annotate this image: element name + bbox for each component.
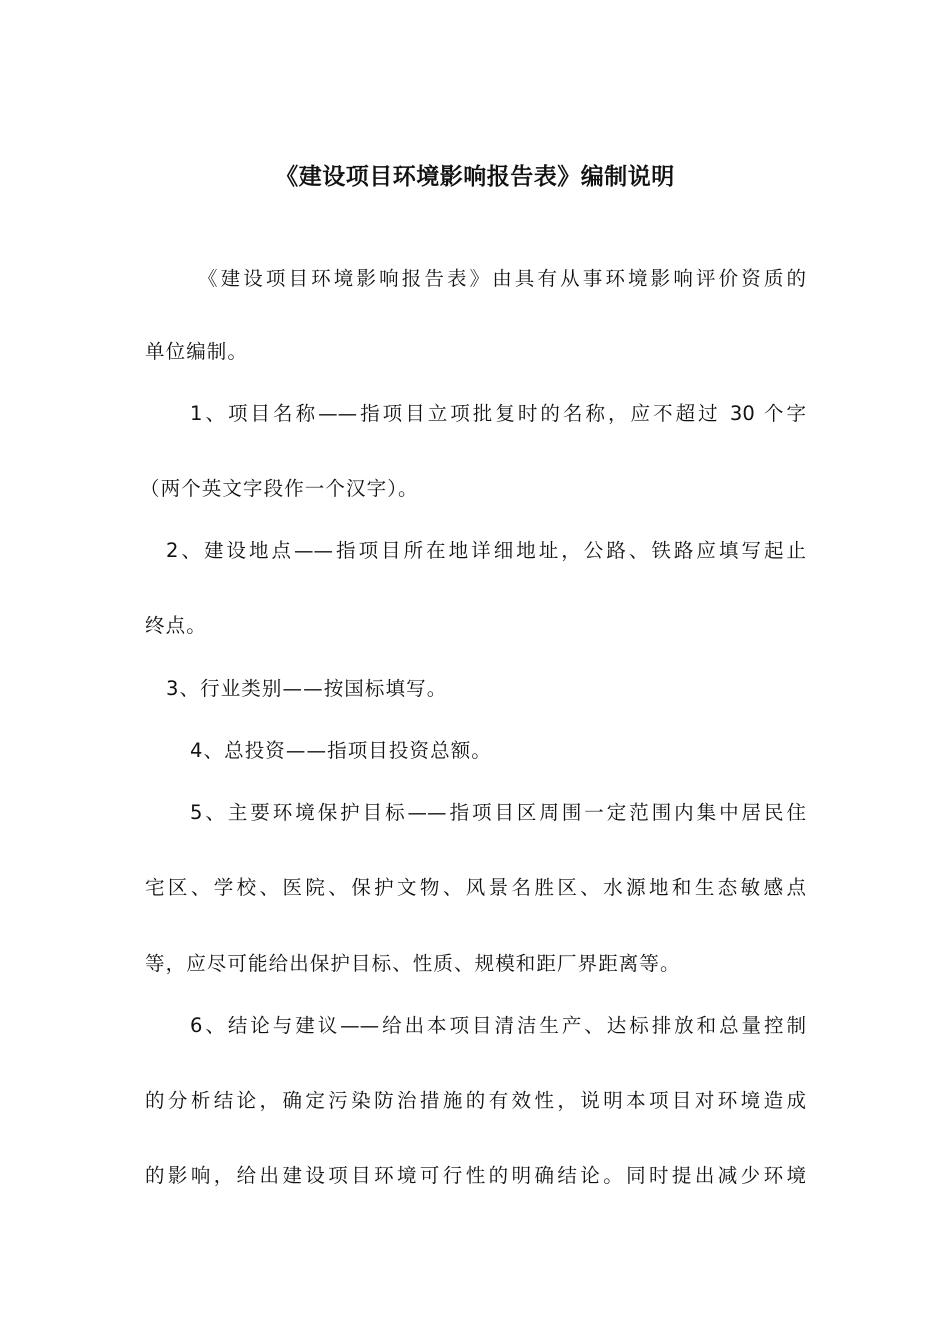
item-2-line-1: 2、建设地点——指项目所在地详细地址，公路、铁路应填写起止: [166, 539, 806, 562]
item-6-line-3: 的影响，给出建设项目环境可行性的明确结论。同时提出减少环境: [145, 1164, 806, 1187]
item-3-line: 3、行业类别——按国标填写。: [166, 677, 448, 700]
item-5-line-2: 宅区、学校、医院、保护文物、风景名胜区、水源地和生态敏感点: [145, 876, 806, 899]
intro-line-2: 单位编制。: [145, 340, 249, 363]
intro-line-1: 《建设项目环境影响报告表》由具有从事环境影响评价资质的: [198, 267, 806, 290]
document-title: 《建设项目环境影响报告表》编制说明: [275, 164, 675, 190]
item-5-line-3: 等，应尽可能给出保护目标、性质、规模和距厂界距离等。: [145, 952, 681, 975]
item-5-line-1: 5、主要环境保护目标——指项目区周围一定范围内集中居民住: [190, 801, 806, 824]
item-1-line-2: （两个英文字段作一个汉字）。: [140, 477, 419, 500]
item-4-line: 4、总投资——指项目投资总额。: [190, 739, 492, 762]
item-2-line-2: 终点。: [145, 614, 207, 637]
item-6-line-1: 6、结论与建议——给出本项目清洁生产、达标排放和总量控制: [190, 1014, 806, 1037]
item-6-line-2: 的分析结论，确定污染防治措施的有效性，说明本项目对环境造成: [145, 1089, 806, 1112]
item-1-line-1: 1、项目名称——指项目立项批复时的名称，应不超过 30 个字: [190, 402, 806, 425]
